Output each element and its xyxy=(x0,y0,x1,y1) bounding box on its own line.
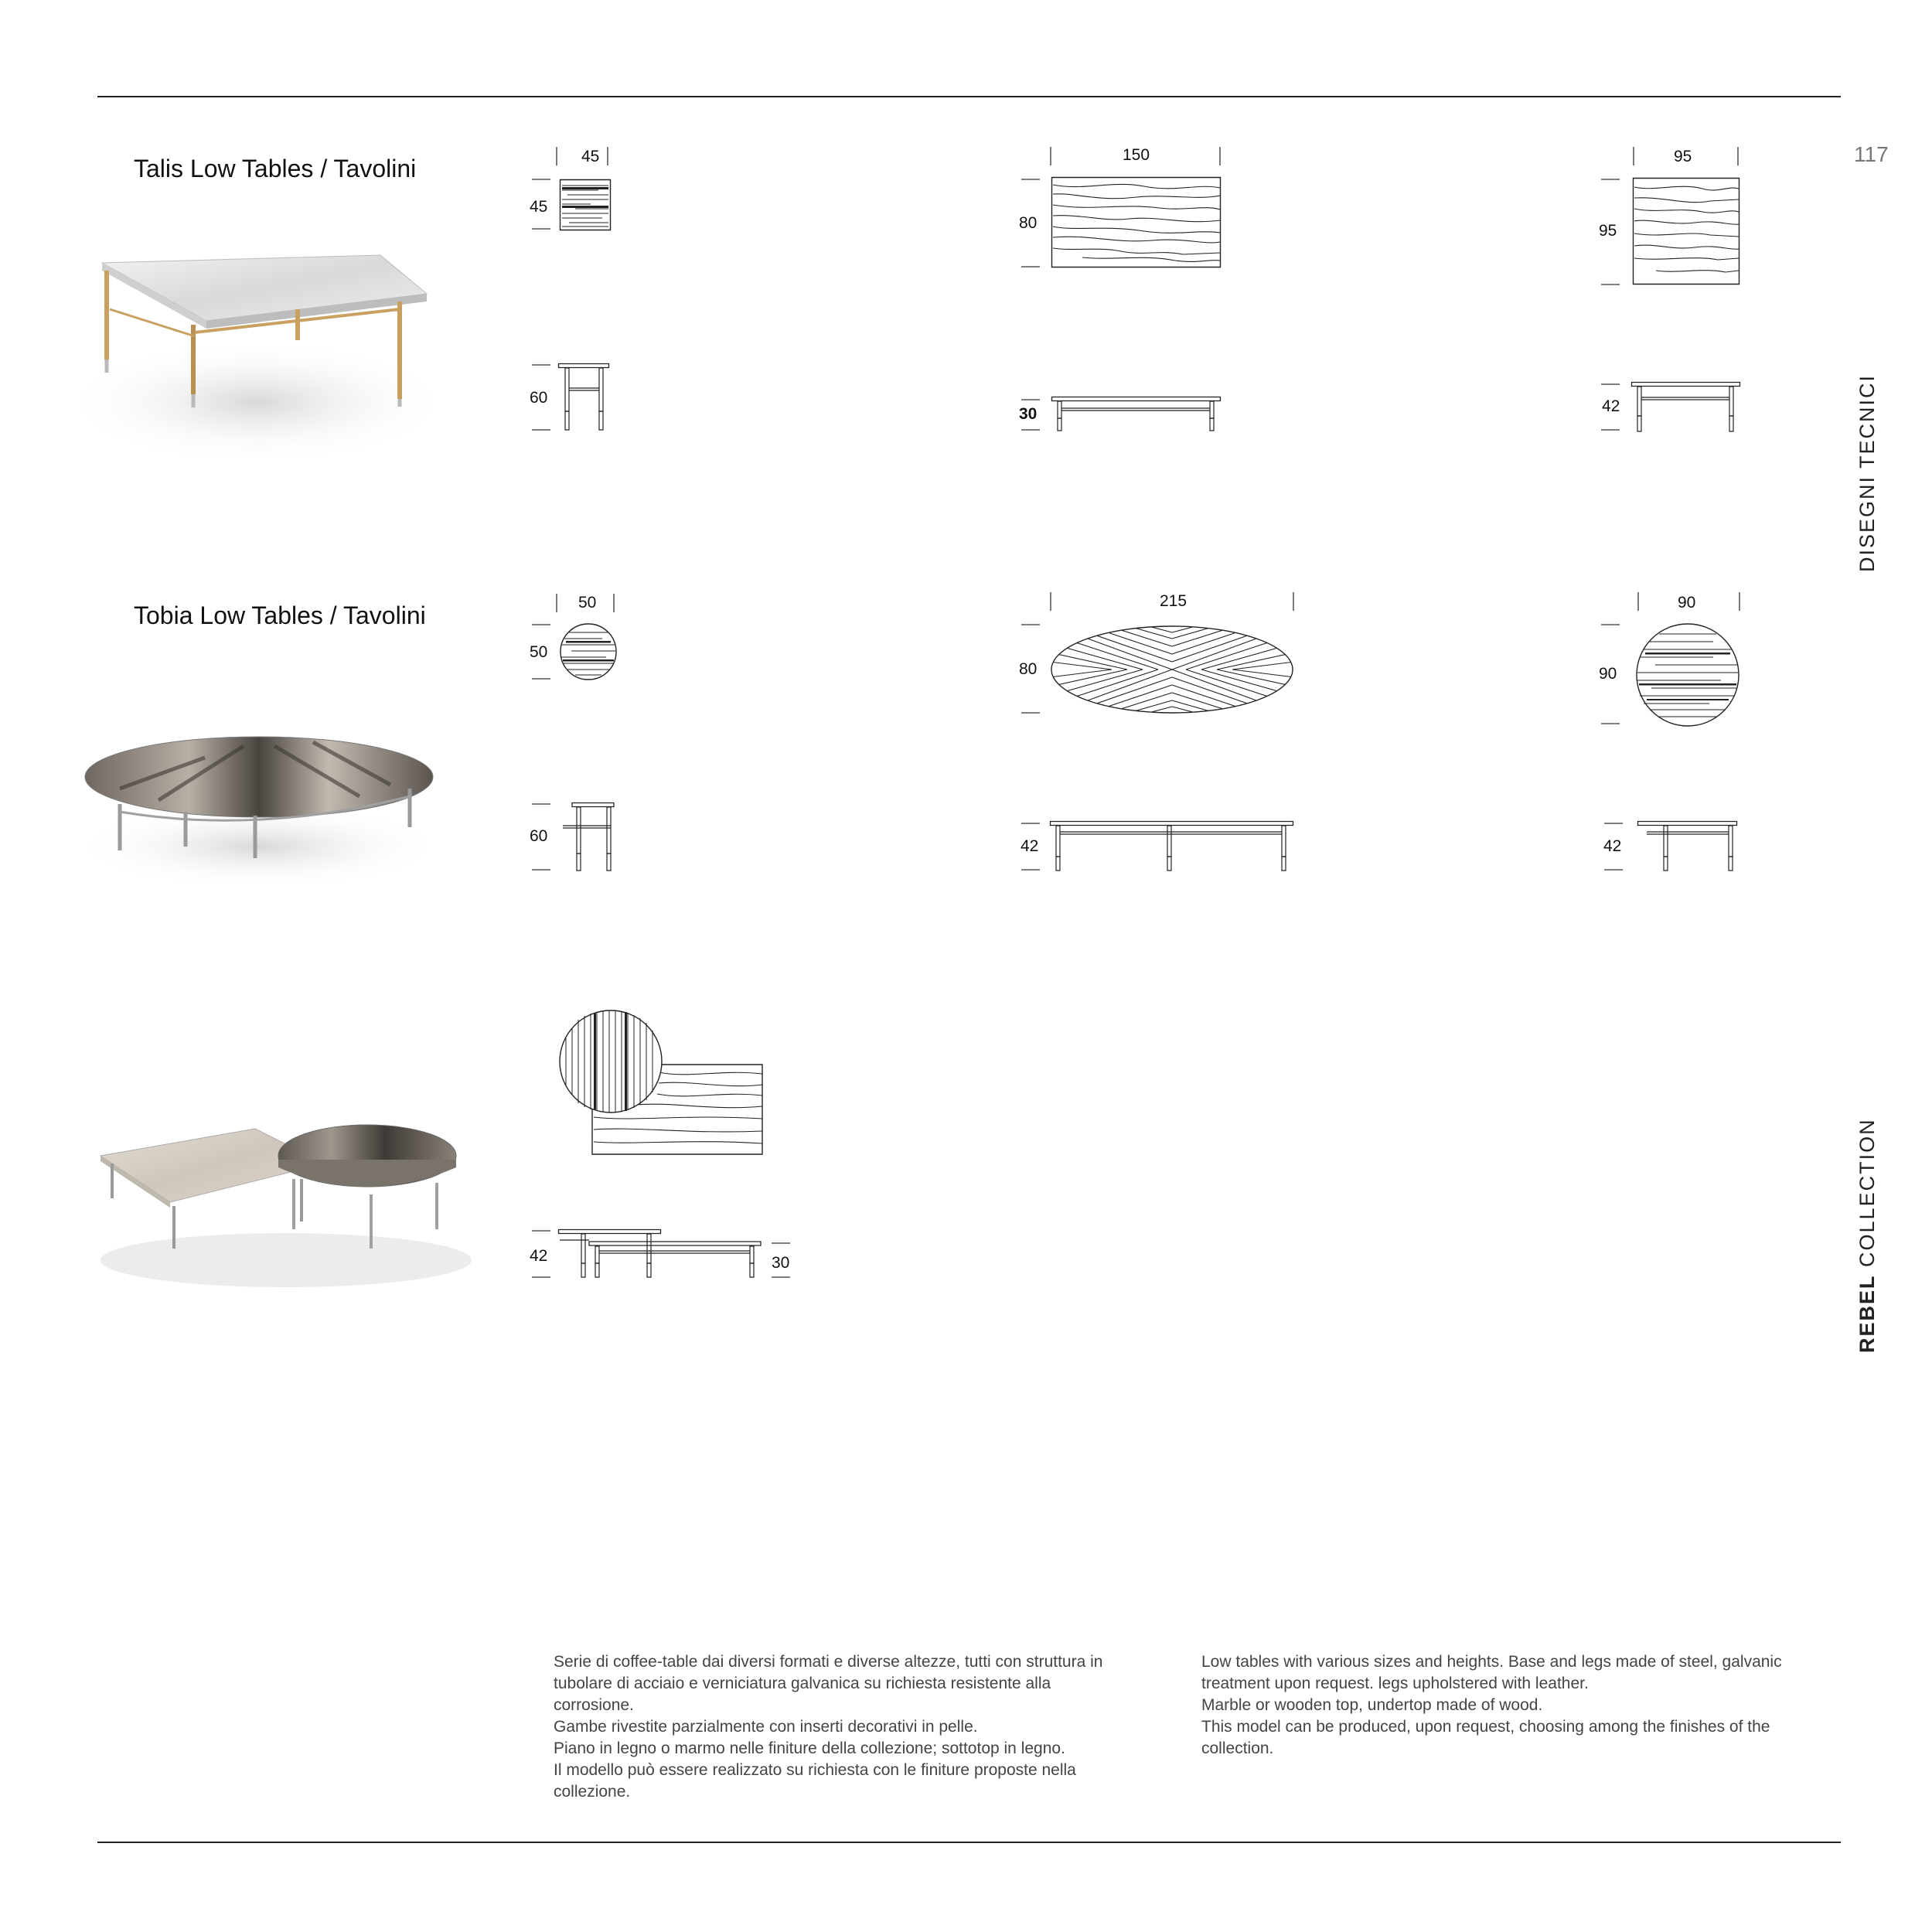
talis-title: Talis Low Tables / Tavolini xyxy=(134,155,417,182)
tobia-215-top-view xyxy=(1050,625,1294,714)
tobia-50-depth: 50 xyxy=(530,643,548,661)
tobia-215-height: 42 xyxy=(1021,837,1039,855)
tobia-title: Tobia Low Tables / Tavolini xyxy=(134,601,426,629)
talis-95-side-view xyxy=(1631,382,1743,434)
tobia-50-top-view xyxy=(560,623,617,680)
talis-95-depth: 95 xyxy=(1599,222,1617,240)
talis-150-width: 150 xyxy=(1123,146,1150,164)
description-en-line: Marble or wooden top, undertop made of wood. xyxy=(1201,1696,1543,1714)
tobia-90-width: 90 xyxy=(1678,594,1696,612)
description-it-line: Gambe rivestite parzialmente con inserti decorativi in pelle. xyxy=(554,1718,978,1736)
talis-95-width: 95 xyxy=(1674,148,1692,165)
combo-product-photo xyxy=(85,1113,487,1291)
tobia-90-depth: 90 xyxy=(1599,665,1617,683)
talis-45-depth: 45 xyxy=(530,198,548,216)
tobia-215-depth: 80 xyxy=(1019,660,1038,678)
talis-150-height: 30 xyxy=(1019,405,1038,423)
description-it-line: Il modello può essere realizzato su richiesta con le finiture proposte nella collezione. xyxy=(554,1761,1076,1801)
talis-product-photo xyxy=(56,224,465,479)
tobia-50-height: 60 xyxy=(530,827,548,845)
talis-45-side-view xyxy=(558,363,612,433)
tobia-215-width: 215 xyxy=(1160,592,1187,610)
talis-150-depth: 80 xyxy=(1019,214,1038,232)
combo-left-height: 42 xyxy=(530,1247,548,1265)
combo-right-height: 30 xyxy=(772,1254,790,1272)
bottom-rule xyxy=(97,1842,1841,1843)
talis-45-width: 45 xyxy=(581,148,600,165)
tobia-215-side-view xyxy=(1050,821,1297,874)
talis-150-side-view xyxy=(1051,397,1223,434)
talis-45-top-view xyxy=(560,179,611,230)
collection-label xyxy=(1855,1118,1879,1353)
collection-word: COLLECTION xyxy=(1855,1118,1879,1267)
combo-top-view xyxy=(558,1009,767,1156)
talis-95-top-view xyxy=(1633,178,1741,286)
collection-brand: REBEL xyxy=(1855,1274,1879,1353)
talis-45-height: 60 xyxy=(530,389,548,407)
description-english xyxy=(1201,1651,1804,1760)
tobia-50-width: 50 xyxy=(578,594,597,612)
tobia-50-side-view xyxy=(563,802,617,874)
page-number: 117 xyxy=(1854,142,1889,166)
description-en-line: Low tables with various sizes and heights. Base and legs made of steel, galvanic treatment upon request. legs upholstered with leather. xyxy=(1201,1653,1782,1692)
description-en-line: This model can be produced, upon request, choosing among the finishes of the collection. xyxy=(1201,1718,1770,1757)
section-label: DISEGNI TECNICI xyxy=(1855,373,1879,572)
tobia-90-side-view xyxy=(1637,821,1746,874)
description-italian xyxy=(554,1651,1126,1803)
tobia-90-top-view xyxy=(1636,623,1739,727)
tobia-product-photo xyxy=(66,711,452,897)
talis-150-top-view xyxy=(1051,177,1222,268)
talis-95-height: 42 xyxy=(1602,397,1620,415)
tobia-90-height: 42 xyxy=(1603,837,1622,855)
description-it-line: Piano in legno o marmo nelle finiture della collezione; sottotop in legno. xyxy=(554,1739,1065,1757)
top-rule xyxy=(97,96,1841,97)
combo-side-view xyxy=(558,1229,763,1280)
description-it-line: Serie di coffee-table dai diversi formati e diverse altezze, tutti con struttura in tubolare di acciaio e verniciatura galvanica su richiesta resistente alla corrosione. xyxy=(554,1653,1103,1714)
